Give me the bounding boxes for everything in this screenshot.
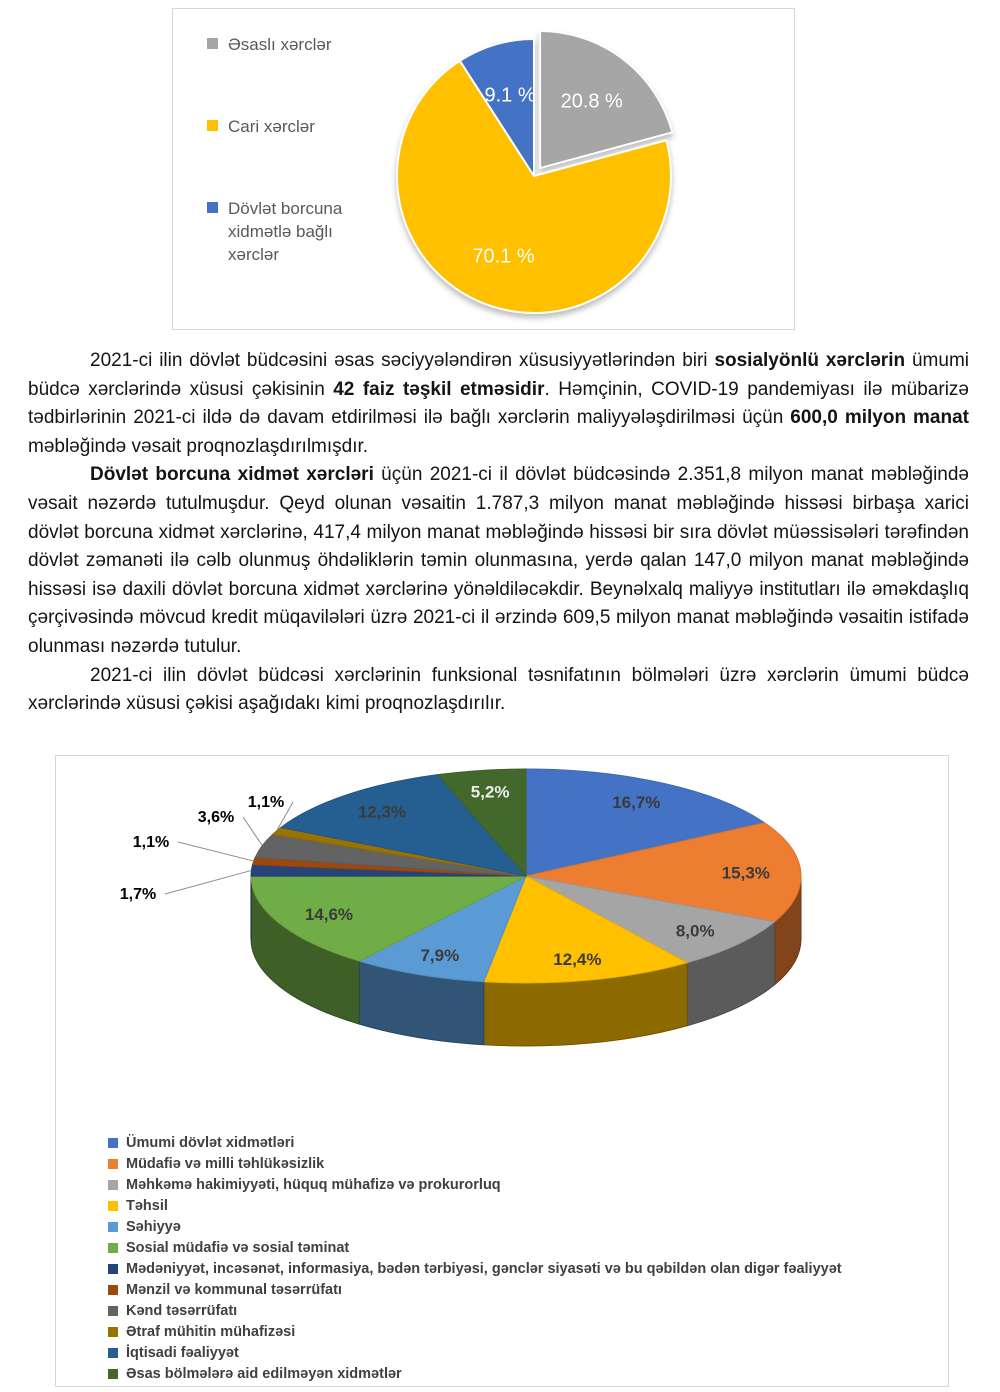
legend-label: Əsaslı xərclər [228, 35, 332, 54]
legend-swatch-icon [108, 1306, 118, 1316]
pie-data-label: 12,4% [553, 950, 602, 970]
pie-data-label: 8,0% [675, 921, 715, 941]
legend-item [108, 1174, 842, 1195]
callout-leader-line [165, 870, 251, 894]
legend-item [108, 1216, 842, 1237]
legend-item [108, 1342, 842, 1363]
legend-swatch-icon [108, 1348, 118, 1358]
pie-data-label: 20.8 % [560, 90, 623, 113]
text-run: sosialyönlü xərclərin [714, 350, 906, 371]
pie-callout-label: 1,1% [247, 794, 285, 811]
legend-swatch-icon [207, 38, 218, 49]
legend-swatch-icon [108, 1285, 118, 1295]
legend-swatch-icon [108, 1369, 118, 1379]
pie-data-label: 16,7% [612, 792, 661, 812]
paragraph [28, 461, 969, 661]
legend-label: Kənd təsərrüfatı [126, 1302, 238, 1319]
paragraph [28, 662, 969, 719]
legend-item [108, 1195, 842, 1216]
legend-item [207, 33, 331, 56]
legend-swatch-icon [108, 1180, 118, 1190]
pie-data-label: 7,9% [420, 945, 460, 965]
legend-swatch-icon [207, 202, 218, 213]
legend-label: Səhiyyə [126, 1218, 181, 1235]
pie-callout-label: 3,6% [197, 809, 235, 826]
legend-swatch-icon [108, 1222, 118, 1232]
legend-item [207, 115, 315, 138]
legend-item [108, 1237, 842, 1258]
legend-swatch-icon [207, 120, 218, 131]
legend-swatch-icon [108, 1138, 118, 1148]
legend-swatch-icon [108, 1159, 118, 1169]
legend-label: Mədəniyyət, incəsənət, informasiya, bədən tərbiyəsi, gənclər siyasəti və bu qəbildən olan digər fəaliyyət [126, 1260, 842, 1277]
legend-label: Əsas bölmələrə aid edilməyən xidmətlər [126, 1365, 402, 1382]
legend-item [108, 1153, 842, 1174]
callout-leader-line [243, 817, 262, 846]
legend-swatch-icon [108, 1243, 118, 1253]
legend-label: Təhsil [126, 1197, 168, 1214]
text-run: Dövlət borcuna xidmət xərcləri [90, 464, 374, 486]
legend-label: Mənzil və kommunal təsərrüfatı [126, 1281, 342, 1298]
functional-classification-pie-chart-box [55, 755, 949, 1387]
callout-leader-line [178, 842, 254, 861]
chart2-legend [108, 1132, 842, 1384]
text-run: məbləğində vəsait proqnozlaşdırılmışdır. [28, 435, 369, 457]
legend-swatch-icon [108, 1264, 118, 1274]
legend-item [108, 1321, 842, 1342]
legend-label: Məhkəmə hakimiyyəti, hüquq mühafizə və prokurorluq [126, 1176, 501, 1193]
pie-data-label: 15,3% [721, 863, 770, 883]
legend-label: Sosial müdafiə və sosial təminat [126, 1239, 350, 1256]
pie-data-label: 5,2% [470, 782, 510, 802]
legend-label: Cari xərclər [228, 117, 315, 136]
chart1-pie [351, 14, 796, 328]
pie-callout-label: 1,7% [119, 886, 157, 903]
legend-swatch-icon [108, 1201, 118, 1211]
legend-item [108, 1258, 842, 1279]
legend-label: Ətraf mühitin mühafizəsi [126, 1323, 296, 1340]
legend-item [108, 1279, 842, 1300]
text-run: ümumi büdcə xərclərində xüsusi çəkisinin [28, 350, 969, 400]
text-run: 600,0 milyon manat [790, 407, 970, 429]
chart1-pie-group [397, 31, 672, 313]
legend-label: Dövlət borcuna xidmətlə bağlı xərclər [228, 199, 343, 264]
legend-label: Ümumi dövlət xidmətləri [126, 1134, 295, 1151]
legend-item [108, 1363, 842, 1384]
text-run: 2021-ci ilin dövlət büdcəsini əsas səciyyələndirən xüsusiyyətlərindən biri [90, 350, 715, 371]
legend-label: İqtisadi fəaliyyət [126, 1344, 239, 1361]
text-run: . Həmçinin, COVID-19 pandemiyası ilə mübarizə tədbirlərinin 2021-ci ildə də davam etdirilməsi ilə bağlı xərclərin maliyyələşdirilməsi üçün [28, 378, 969, 429]
text-run: üçün 2021-ci il dövlət büdcəsində 2.351,8 milyon manat məbləğində vəsait nəzərdə tutulmuşdur. Qeyd olunan vəsaitin 1.787,3 milyon manat məbləğində hissəsi birbaşa xarici dövlət borcuna xidmət xərclərinə, 417,4 milyon manat məbləğində hissəsi bir sıra dövlət müəssisələri tərəfindən dövlət zəmanəti ilə cəlb olunmuş öhdəliklərin təmin olunmasına, yerdə qalan 147,0 milyon manat məbləğində hissəsi isə daxili dövlət borcuna xidmət xərclərinə yönəldiləcəkdir. Beynəlxalq maliyyə institutları ilə əməkdaşlıq çərçivəsində mövcud kredit müqavilələri üzrə 2021-ci il ərzində 609,5 milyon manat məbləğində vəsaitin istifadə olunması nəzərdə tutulur. [28, 464, 969, 657]
pie-data-label: 12,3% [357, 802, 407, 822]
body-text [28, 347, 969, 719]
pie-callout-label: 1,1% [132, 834, 170, 851]
pie-top-group [251, 769, 801, 983]
text-run: 2021-ci ilin dövlət büdcəsi xərclərinin funksional təsnifatının bölmələri üzrə xərclərin ümumi büdcə xərclərində xüsusi çəkisi aşağıdakı kimi proqnozlaşdırılır. [28, 664, 969, 715]
text-run: 42 faiz təşkil etməsidir [333, 378, 545, 400]
current-capital-debt-pie-chart-box [172, 8, 795, 330]
legend-item [108, 1132, 842, 1153]
legend-label: Müdafiə və milli təhlükəsizlik [126, 1155, 325, 1172]
pie-data-label: 14,6% [304, 905, 354, 925]
pie-data-label: 70.1 % [472, 245, 535, 268]
paragraph [28, 347, 969, 461]
chart2-pie [56, 756, 948, 1130]
pie-data-label: 9.1 % [484, 84, 536, 107]
legend-item [108, 1300, 842, 1321]
legend-swatch-icon [108, 1327, 118, 1337]
